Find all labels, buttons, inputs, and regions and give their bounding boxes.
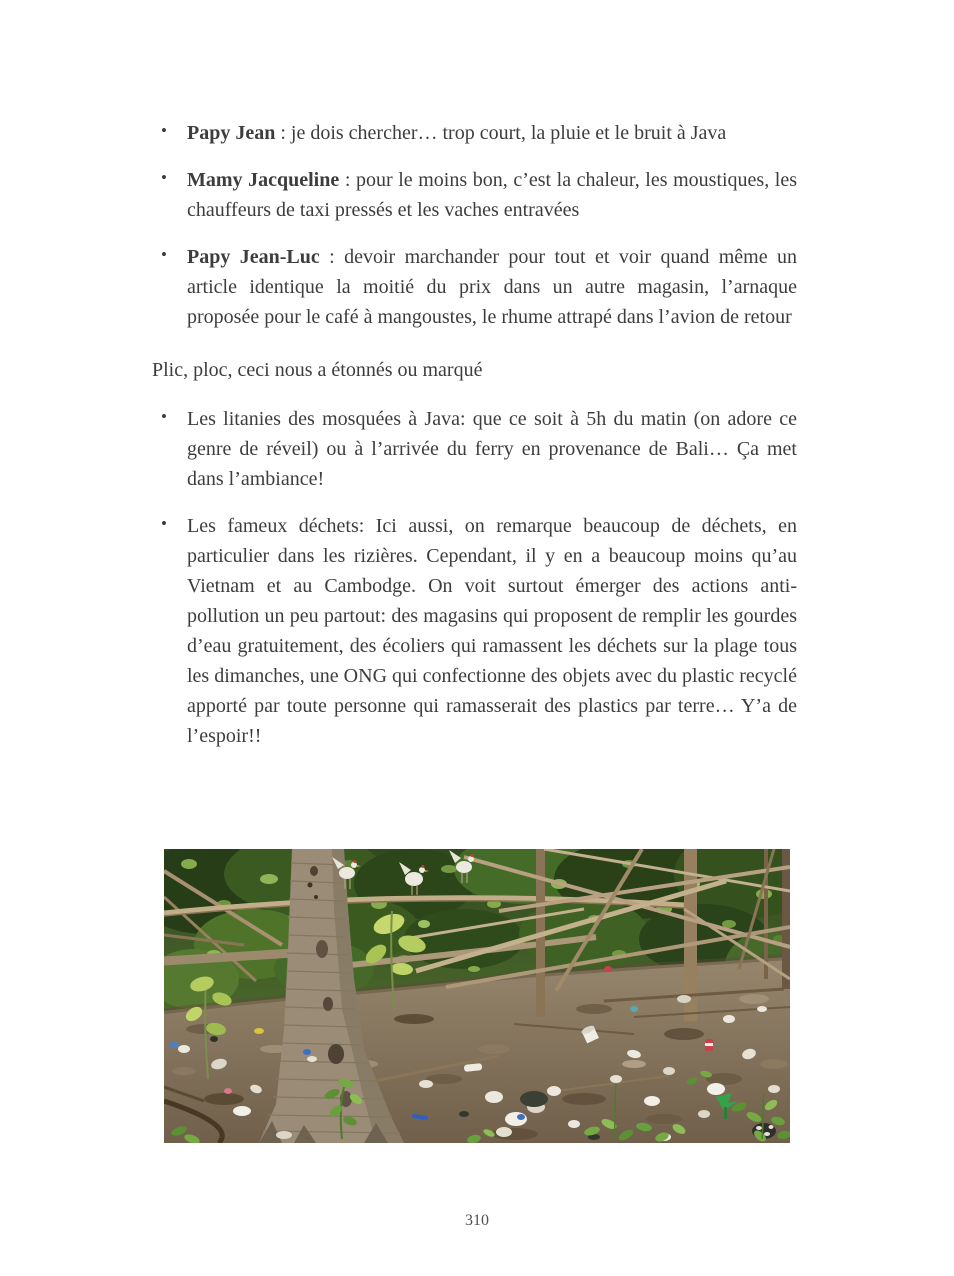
- bullet-lead: Papy Jean-Luc: [187, 246, 320, 268]
- bullet-text: : devoir marchander pour tout et voir quand même un article identique la moitié du prix dans un autre magasin, l’arnaque proposée pour le café à mangoustes, le rhume attrapé dans l’avion de retour: [187, 246, 797, 328]
- bullet-item-mamy-jacqueline: [152, 165, 797, 225]
- bullet-marker: •: [161, 245, 167, 264]
- bullet-item-papy-jean: [152, 118, 797, 148]
- text-block: [152, 118, 797, 849]
- bullet-marker: •: [161, 121, 167, 140]
- bullet-text: Les litanies des mosquées à Java: que ce soit à 5h du matin (on adore ce genre de réveil) ou à l’arrivée du ferry en provenance de Bali… Ça met dans l’ambiance!: [187, 408, 797, 490]
- bullet-item-litanies: [152, 404, 797, 494]
- bullet-marker: •: [161, 514, 167, 533]
- bullet-marker: •: [161, 407, 167, 426]
- bullet-text: : pour le moins bon, c’est la chaleur, les moustiques, les chauffeurs de taxi pressés et les vaches entravées: [187, 169, 797, 221]
- bullet-marker: •: [161, 168, 167, 187]
- jungle-litter-photo: [164, 849, 790, 1143]
- bullet-text: Les fameux déchets: Ici aussi, on remarque beaucoup de déchets, en particulier dans les rizières. Cependant, il y en a beaucoup moins qu’au Vietnam et au Cambodge. On voit surtout émerger des actions anti-pollution un peu partout: des magasins qui proposent de remplir les gourdes d’eau gratuitement, des écoliers qui ramassent les déchets sur la plage tous les dimanches, une ONG qui confectionne des objets avec du plastic recyclé apporté par toute personne qui ramasserait des plastics par terre… Y’a de l’espoir!!: [187, 515, 797, 747]
- photo-illustration: [164, 849, 790, 1143]
- bullet-lead: Papy Jean: [187, 122, 276, 144]
- bullet-item-dechets: [152, 511, 797, 751]
- page-content: [152, 118, 797, 1143]
- bullet-item-papy-jean-luc: [152, 242, 797, 332]
- page-number: 310: [465, 1212, 489, 1229]
- paragraph-plic-ploc: Plic, ploc, ceci nous a étonnés ou marqué: [152, 359, 483, 381]
- bullet-lead: Mamy Jacqueline: [187, 169, 340, 191]
- bullet-text: : je dois chercher… trop court, la pluie et le bruit à Java: [280, 122, 727, 144]
